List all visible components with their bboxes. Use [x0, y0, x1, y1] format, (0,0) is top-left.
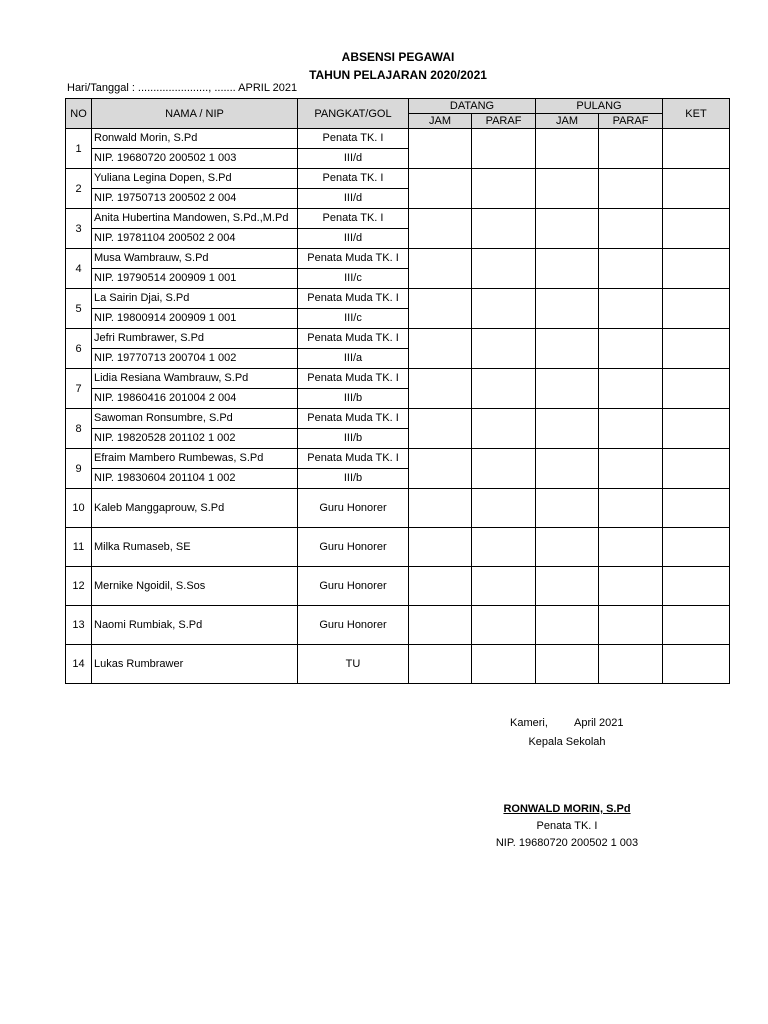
- row-number: 1: [66, 129, 92, 169]
- row-number: 2: [66, 169, 92, 209]
- header-ket: KET: [663, 99, 730, 129]
- signature-nip: NIP. 19680720 200502 1 003: [495, 837, 639, 849]
- pulang-paraf-cell[interactable]: [599, 449, 663, 489]
- table-row: [66, 369, 730, 389]
- row-number: 11: [66, 528, 92, 567]
- employee-name: Milka Rumaseb, SE: [92, 528, 298, 567]
- pulang-jam-cell[interactable]: [536, 645, 599, 684]
- employee-gol: III/c: [298, 309, 409, 329]
- header-no: NO: [66, 99, 92, 129]
- table-row: [66, 645, 730, 684]
- document-subtitle: TAHUN PELAJARAN 2020/2021: [309, 68, 487, 82]
- pulang-paraf-cell[interactable]: [599, 289, 663, 329]
- employee-nip: NIP. 19860416 201004 2 004: [92, 389, 298, 409]
- signature-place: Kameri,: [510, 717, 548, 729]
- datang-jam-cell[interactable]: [409, 606, 472, 645]
- pulang-paraf-cell[interactable]: [599, 606, 663, 645]
- pulang-paraf-cell[interactable]: [599, 209, 663, 249]
- ket-cell[interactable]: [663, 249, 730, 289]
- signature-rank: Penata TK. I: [536, 820, 598, 832]
- header-datang-paraf: PARAF: [472, 114, 536, 129]
- datang-jam-cell[interactable]: [409, 409, 472, 449]
- pulang-jam-cell[interactable]: [536, 567, 599, 606]
- ket-cell[interactable]: [663, 209, 730, 249]
- table-row: [66, 409, 730, 429]
- pulang-paraf-cell[interactable]: [599, 169, 663, 209]
- pulang-jam-cell[interactable]: [536, 289, 599, 329]
- employee-name: Musa Wambrauw, S.Pd: [92, 249, 298, 269]
- table-row: [66, 606, 730, 645]
- employee-gol: III/a: [298, 349, 409, 369]
- employee-gol: III/d: [298, 149, 409, 169]
- ket-cell[interactable]: [663, 369, 730, 409]
- datang-jam-cell[interactable]: [409, 289, 472, 329]
- ket-cell[interactable]: [663, 606, 730, 645]
- employee-name: Jefri Rumbrawer, S.Pd: [92, 329, 298, 349]
- pulang-paraf-cell[interactable]: [599, 129, 663, 169]
- employee-gol: III/c: [298, 269, 409, 289]
- employee-nip: NIP. 19800914 200909 1 001: [92, 309, 298, 329]
- employee-nip: NIP. 19830604 201104 1 002: [92, 469, 298, 489]
- ket-cell[interactable]: [663, 289, 730, 329]
- employee-rank: TU: [298, 645, 409, 684]
- datang-jam-cell[interactable]: [409, 329, 472, 369]
- employee-name: Efraim Mambero Rumbewas, S.Pd: [92, 449, 298, 469]
- signature-role: Kepala Sekolah: [528, 736, 606, 748]
- employee-nip: NIP. 19770713 200704 1 002: [92, 349, 298, 369]
- datang-jam-cell[interactable]: [409, 129, 472, 169]
- signature-date: April 2021: [574, 717, 624, 729]
- row-number: 5: [66, 289, 92, 329]
- signature-name: RONWALD MORIN, S.Pd: [503, 803, 631, 815]
- employee-nip: NIP. 19820528 201102 1 002: [92, 429, 298, 449]
- row-number: 7: [66, 369, 92, 409]
- employee-name: Anita Hubertina Mandowen, S.Pd.,M.Pd: [92, 209, 298, 229]
- employee-rank: Penata Muda TK. I: [298, 449, 409, 469]
- ket-cell[interactable]: [663, 409, 730, 449]
- datang-paraf-cell[interactable]: [472, 209, 536, 249]
- table-row: [66, 489, 730, 528]
- document-title: ABSENSI PEGAWAI: [341, 50, 455, 64]
- pulang-jam-cell[interactable]: [536, 249, 599, 289]
- row-number: 10: [66, 489, 92, 528]
- datang-jam-cell[interactable]: [409, 645, 472, 684]
- pulang-jam-cell[interactable]: [536, 169, 599, 209]
- header-name: NAMA / NIP: [92, 99, 298, 129]
- pulang-jam-cell[interactable]: [536, 129, 599, 169]
- row-number: 12: [66, 567, 92, 606]
- pulang-paraf-cell[interactable]: [599, 409, 663, 449]
- date-line: Hari/Tanggal : ......................., ....... APRIL 2021: [67, 82, 298, 94]
- employee-rank: Penata TK. I: [298, 169, 409, 189]
- employee-rank: Penata TK. I: [298, 129, 409, 149]
- pulang-jam-cell[interactable]: [536, 528, 599, 567]
- header-pulang-paraf: PARAF: [599, 114, 663, 129]
- employee-name: Naomi Rumbiak, S.Pd: [92, 606, 298, 645]
- datang-paraf-cell[interactable]: [472, 449, 536, 489]
- employee-name: Lukas Rumbrawer: [92, 645, 298, 684]
- table-row: [66, 169, 730, 189]
- pulang-jam-cell[interactable]: [536, 489, 599, 528]
- table-row: [66, 567, 730, 606]
- ket-cell[interactable]: [663, 449, 730, 489]
- table-row: [66, 329, 730, 349]
- pulang-paraf-cell[interactable]: [599, 489, 663, 528]
- datang-paraf-cell[interactable]: [472, 289, 536, 329]
- datang-paraf-cell[interactable]: [472, 528, 536, 567]
- row-number: 13: [66, 606, 92, 645]
- ket-cell[interactable]: [663, 567, 730, 606]
- ket-cell[interactable]: [663, 645, 730, 684]
- header-datang-jam: JAM: [409, 114, 472, 129]
- pulang-paraf-cell[interactable]: [599, 567, 663, 606]
- employee-gol: III/d: [298, 229, 409, 249]
- header-datang: DATANG: [409, 99, 536, 114]
- table-row: [66, 209, 730, 229]
- employee-name: La Sairin Djai, S.Pd: [92, 289, 298, 309]
- pulang-paraf-cell[interactable]: [599, 249, 663, 289]
- employee-name: Ronwald Morin, S.Pd: [92, 129, 298, 149]
- datang-paraf-cell[interactable]: [472, 129, 536, 169]
- datang-jam-cell[interactable]: [409, 489, 472, 528]
- employee-name: Sawoman Ronsumbre, S.Pd: [92, 409, 298, 429]
- datang-paraf-cell[interactable]: [472, 606, 536, 645]
- ket-cell[interactable]: [663, 329, 730, 369]
- pulang-jam-cell[interactable]: [536, 209, 599, 249]
- employee-rank: Guru Honorer: [298, 567, 409, 606]
- employee-rank: Penata Muda TK. I: [298, 409, 409, 429]
- employee-rank: Penata Muda TK. I: [298, 249, 409, 269]
- employee-name: Yuliana Legina Dopen, S.Pd: [92, 169, 298, 189]
- employee-gol: III/b: [298, 469, 409, 489]
- employee-name: Kaleb Manggaprouw, S.Pd: [92, 489, 298, 528]
- datang-jam-cell[interactable]: [409, 249, 472, 289]
- pulang-jam-cell[interactable]: [536, 369, 599, 409]
- pulang-paraf-cell[interactable]: [599, 329, 663, 369]
- employee-name: Lidia Resiana Wambrauw, S.Pd: [92, 369, 298, 389]
- datang-paraf-cell[interactable]: [472, 409, 536, 449]
- employee-rank: Guru Honorer: [298, 489, 409, 528]
- ket-cell[interactable]: [663, 129, 730, 169]
- employee-gol: III/b: [298, 389, 409, 409]
- employee-gol: III/d: [298, 189, 409, 209]
- employee-nip: NIP. 19680720 200502 1 003: [92, 149, 298, 169]
- row-number: 14: [66, 645, 92, 684]
- pulang-jam-cell[interactable]: [536, 449, 599, 489]
- datang-jam-cell[interactable]: [409, 528, 472, 567]
- ket-cell[interactable]: [663, 528, 730, 567]
- employee-nip: NIP. 19790514 200909 1 001: [92, 269, 298, 289]
- table-row: [66, 289, 730, 309]
- row-number: 4: [66, 249, 92, 289]
- employee-rank: Penata Muda TK. I: [298, 329, 409, 349]
- employee-nip: NIP. 19750713 200502 2 004: [92, 189, 298, 209]
- pulang-jam-cell[interactable]: [536, 329, 599, 369]
- table-row: [66, 449, 730, 469]
- employee-gol: III/b: [298, 429, 409, 449]
- datang-jam-cell[interactable]: [409, 369, 472, 409]
- pulang-jam-cell[interactable]: [536, 409, 599, 449]
- attendance-table: [65, 98, 730, 684]
- employee-rank: Penata TK. I: [298, 209, 409, 229]
- header-pulang-jam: JAM: [536, 114, 599, 129]
- datang-jam-cell[interactable]: [409, 209, 472, 249]
- datang-jam-cell[interactable]: [409, 449, 472, 489]
- datang-paraf-cell[interactable]: [472, 169, 536, 209]
- datang-paraf-cell[interactable]: [472, 329, 536, 369]
- table-row: [66, 249, 730, 269]
- ket-cell[interactable]: [663, 169, 730, 209]
- pulang-jam-cell[interactable]: [536, 606, 599, 645]
- datang-jam-cell[interactable]: [409, 567, 472, 606]
- employee-rank: Penata Muda TK. I: [298, 369, 409, 389]
- pulang-paraf-cell[interactable]: [599, 369, 663, 409]
- row-number: 9: [66, 449, 92, 489]
- employee-name: Mernike Ngoidil, S.Sos: [92, 567, 298, 606]
- datang-paraf-cell[interactable]: [472, 567, 536, 606]
- row-number: 6: [66, 329, 92, 369]
- datang-paraf-cell[interactable]: [472, 369, 536, 409]
- header-pulang: PULANG: [536, 99, 663, 114]
- employee-rank: Guru Honorer: [298, 528, 409, 567]
- ket-cell[interactable]: [663, 489, 730, 528]
- row-number: 3: [66, 209, 92, 249]
- row-number: 8: [66, 409, 92, 449]
- employee-rank: Guru Honorer: [298, 606, 409, 645]
- employee-nip: NIP. 19781104 200502 2 004: [92, 229, 298, 249]
- datang-paraf-cell[interactable]: [472, 645, 536, 684]
- pulang-paraf-cell[interactable]: [599, 528, 663, 567]
- datang-jam-cell[interactable]: [409, 169, 472, 209]
- pulang-paraf-cell[interactable]: [599, 645, 663, 684]
- table-row: [66, 129, 730, 149]
- header-rank: PANGKAT/GOL: [298, 99, 409, 129]
- table-row: [66, 528, 730, 567]
- datang-paraf-cell[interactable]: [472, 489, 536, 528]
- datang-paraf-cell[interactable]: [472, 249, 536, 289]
- employee-rank: Penata Muda TK. I: [298, 289, 409, 309]
